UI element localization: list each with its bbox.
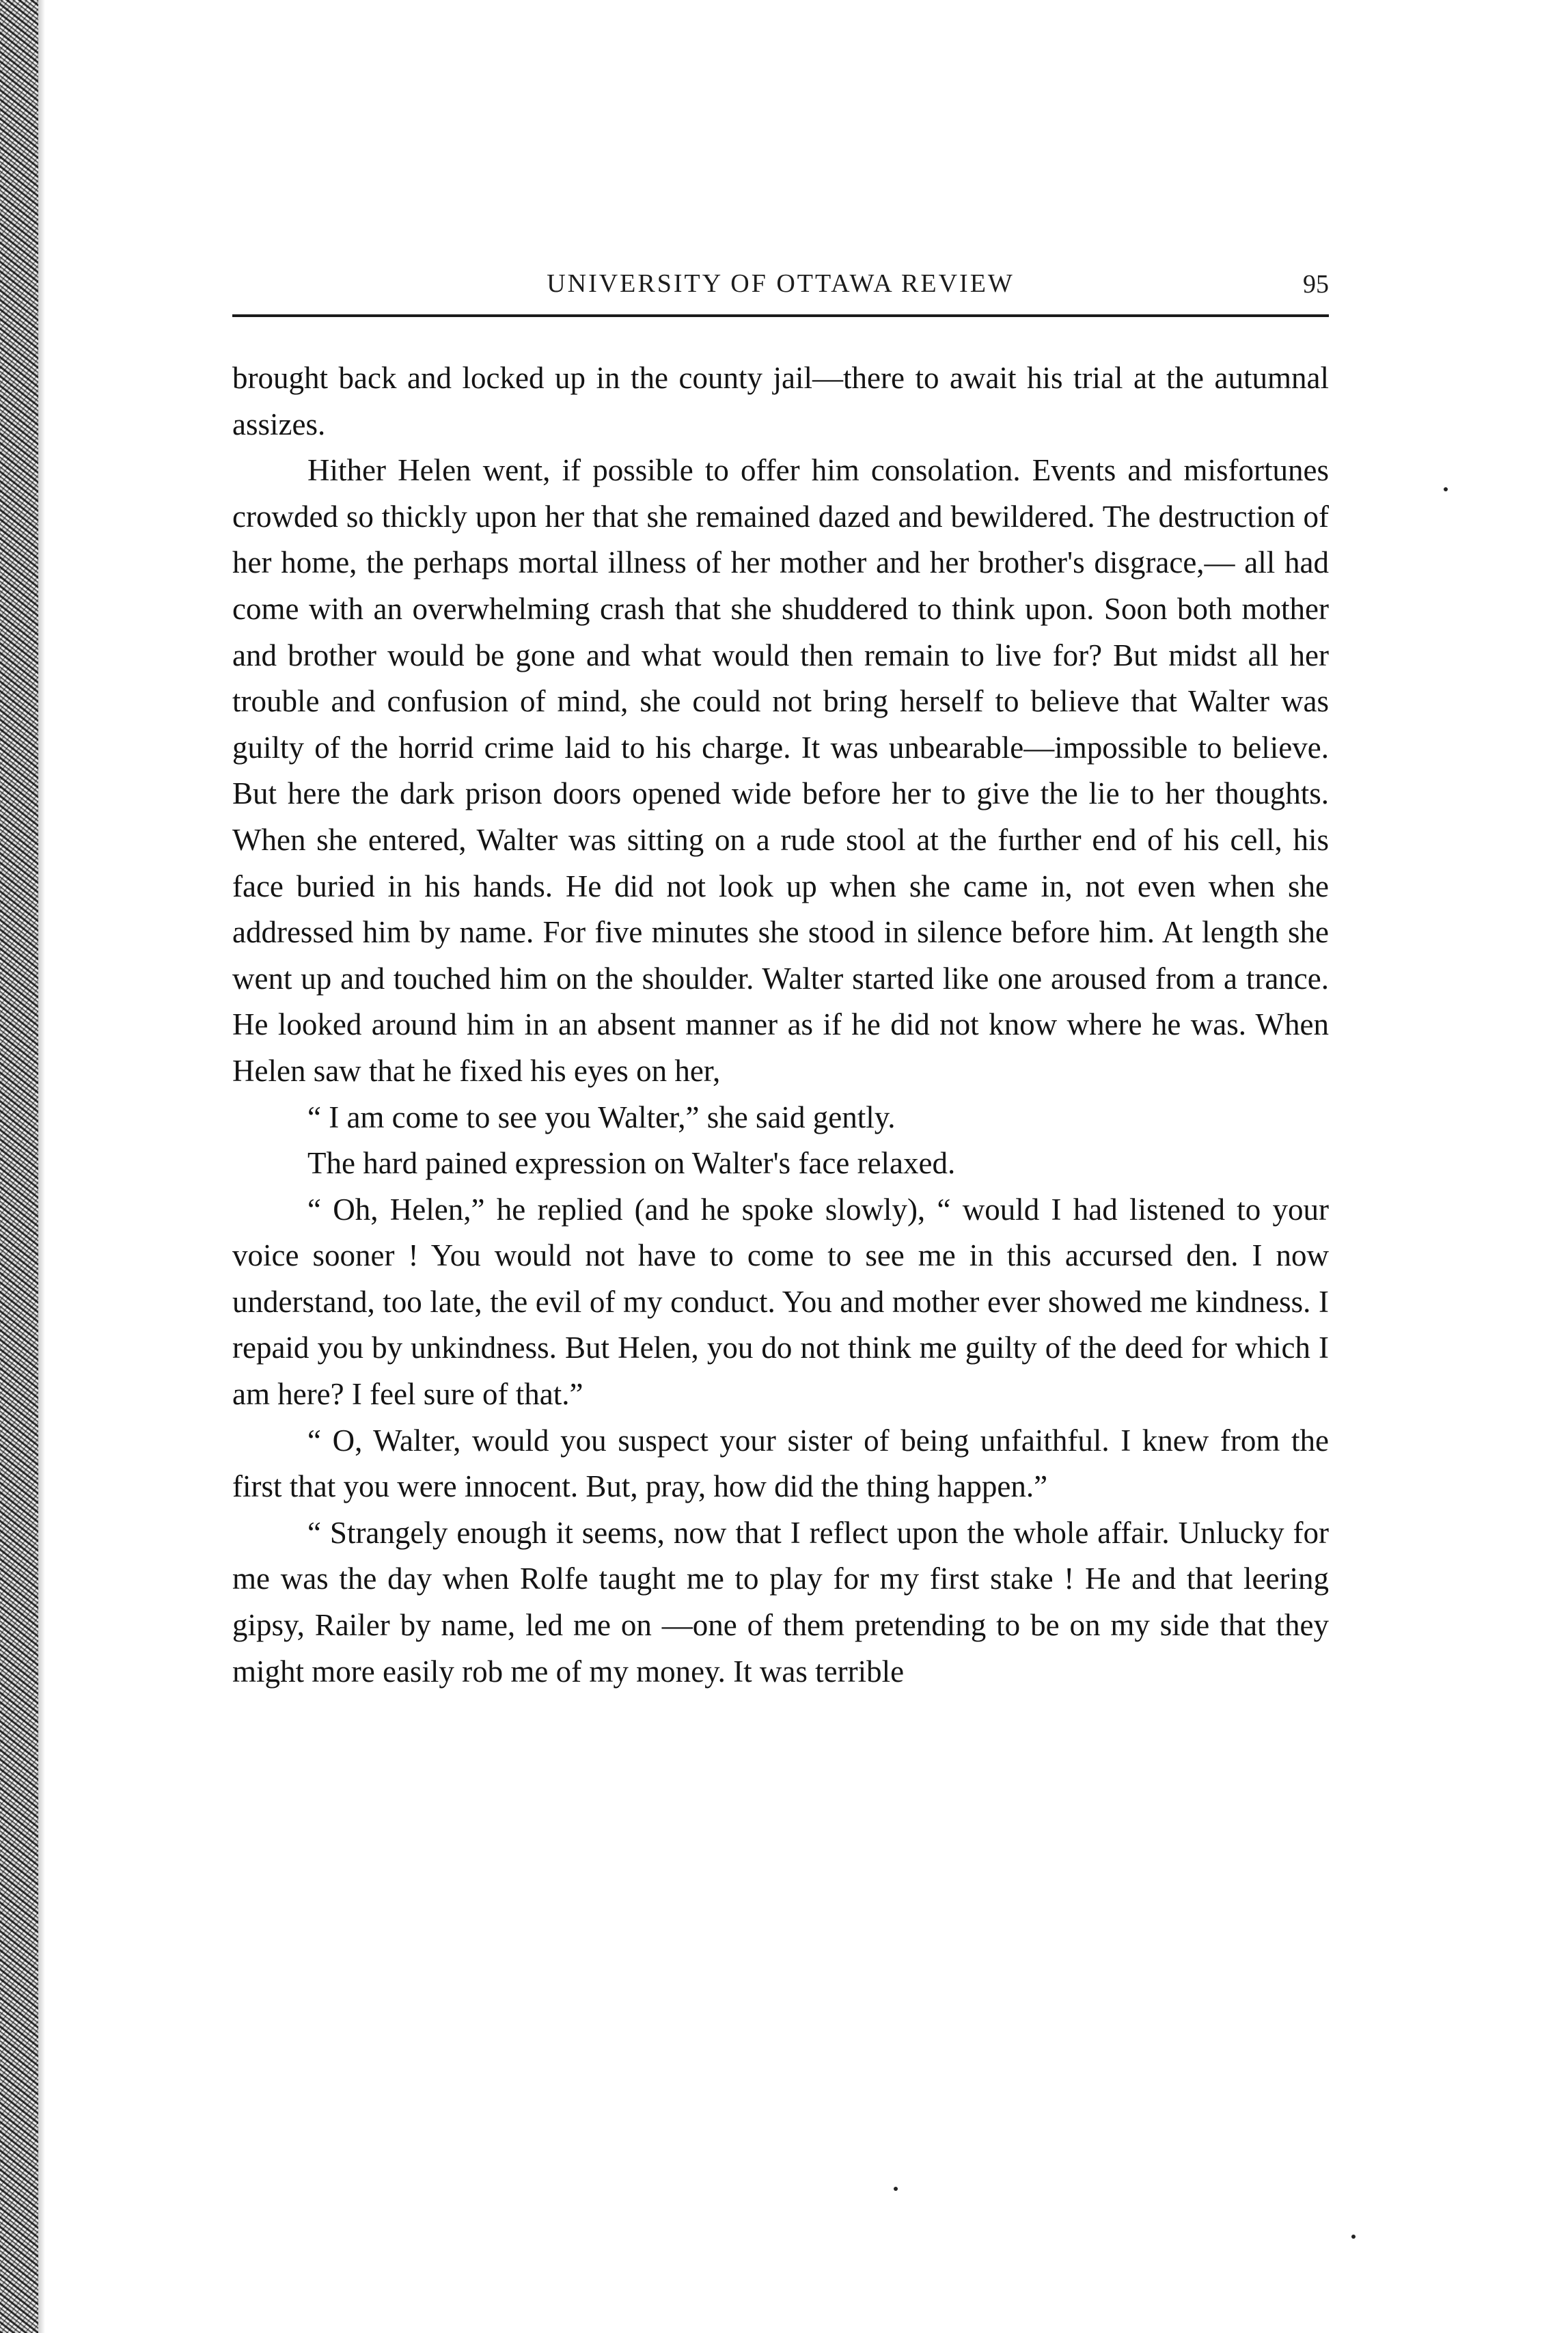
journal-title: UNIVERSITY OF OTTAWA REVIEW — [547, 269, 1015, 298]
running-head — [232, 260, 1329, 308]
print-speck — [894, 2187, 898, 2191]
binding-edge — [0, 0, 38, 2333]
paragraph: “ Oh, Helen,” he replied (and he spoke slowly), “ would I had listened to your voice sooner ! You would not have to come to see me in this accursed den. I now understand, too late, the evil of my conduct. You and mother ever showed me kindness. I repaid you by unkindness. But Helen, you do not think me guilty of the deed for which I am here? I feel sure of that.” — [232, 1192, 1329, 1412]
header-rule — [232, 314, 1329, 317]
print-speck — [1444, 487, 1448, 491]
page-number: 95 — [1303, 270, 1329, 299]
book-page — [232, 260, 1329, 1695]
paragraph: “ O, Walter, would you suspect your sister of being unfaithful. I knew from the first that you were innocent. But, pray, how did the thing happen.” — [232, 1423, 1329, 1504]
paragraph: Hither Helen went, if possible to offer him consolation. Events and misfortunes crowded so thickly upon her that she remained dazed and bewildered. The destruction of her home, the perhaps mortal illness of her mother and her brother's disgrace,— all had come with an overwhelming crash that she shuddered to think upon. Soon both mother and brother would be gone and what would then remain to live for? But midst all her trouble and confusion of mind, she could not bring herself to believe that Walter was guilty of the horrid crime laid to his charge. It was unbearable—impossible to believe. But here the dark prison doors opened wide before her to give the lie to her thoughts. When she entered, Walter was sitting on a rude stool at the further end of his cell, his face buried in his hands. He did not look up when she came in, not even when she addressed him by name. For five minutes she stood in silence before him. At length she went up and touched him on the shoulder. Walter started like one aroused from a trance. He looked around him in an absent manner as if he did not know where he was. When Helen saw that he fixed his eyes on her, — [232, 453, 1329, 1088]
paragraph: brought back and locked up in the county jail—there to await his trial at the autumnal assizes. — [232, 361, 1329, 441]
body-text — [232, 355, 1329, 1695]
paragraph: “ Strangely enough it seems, now that I reflect upon the whole affair. Unlucky for me was the day when Rolfe taught me to play for my first stake ! He and that leering gipsy, Railer by name, led me on —one of them pretending to be on my side that they might more easily rob me of my money. It was terrible — [232, 1515, 1329, 1689]
paragraph: “ I am come to see you Walter,” she said gently. — [307, 1100, 896, 1134]
print-speck — [1351, 2235, 1356, 2239]
paragraph: The hard pained expression on Walter's face relaxed. — [307, 1146, 956, 1181]
binding-shadow — [38, 0, 45, 2333]
